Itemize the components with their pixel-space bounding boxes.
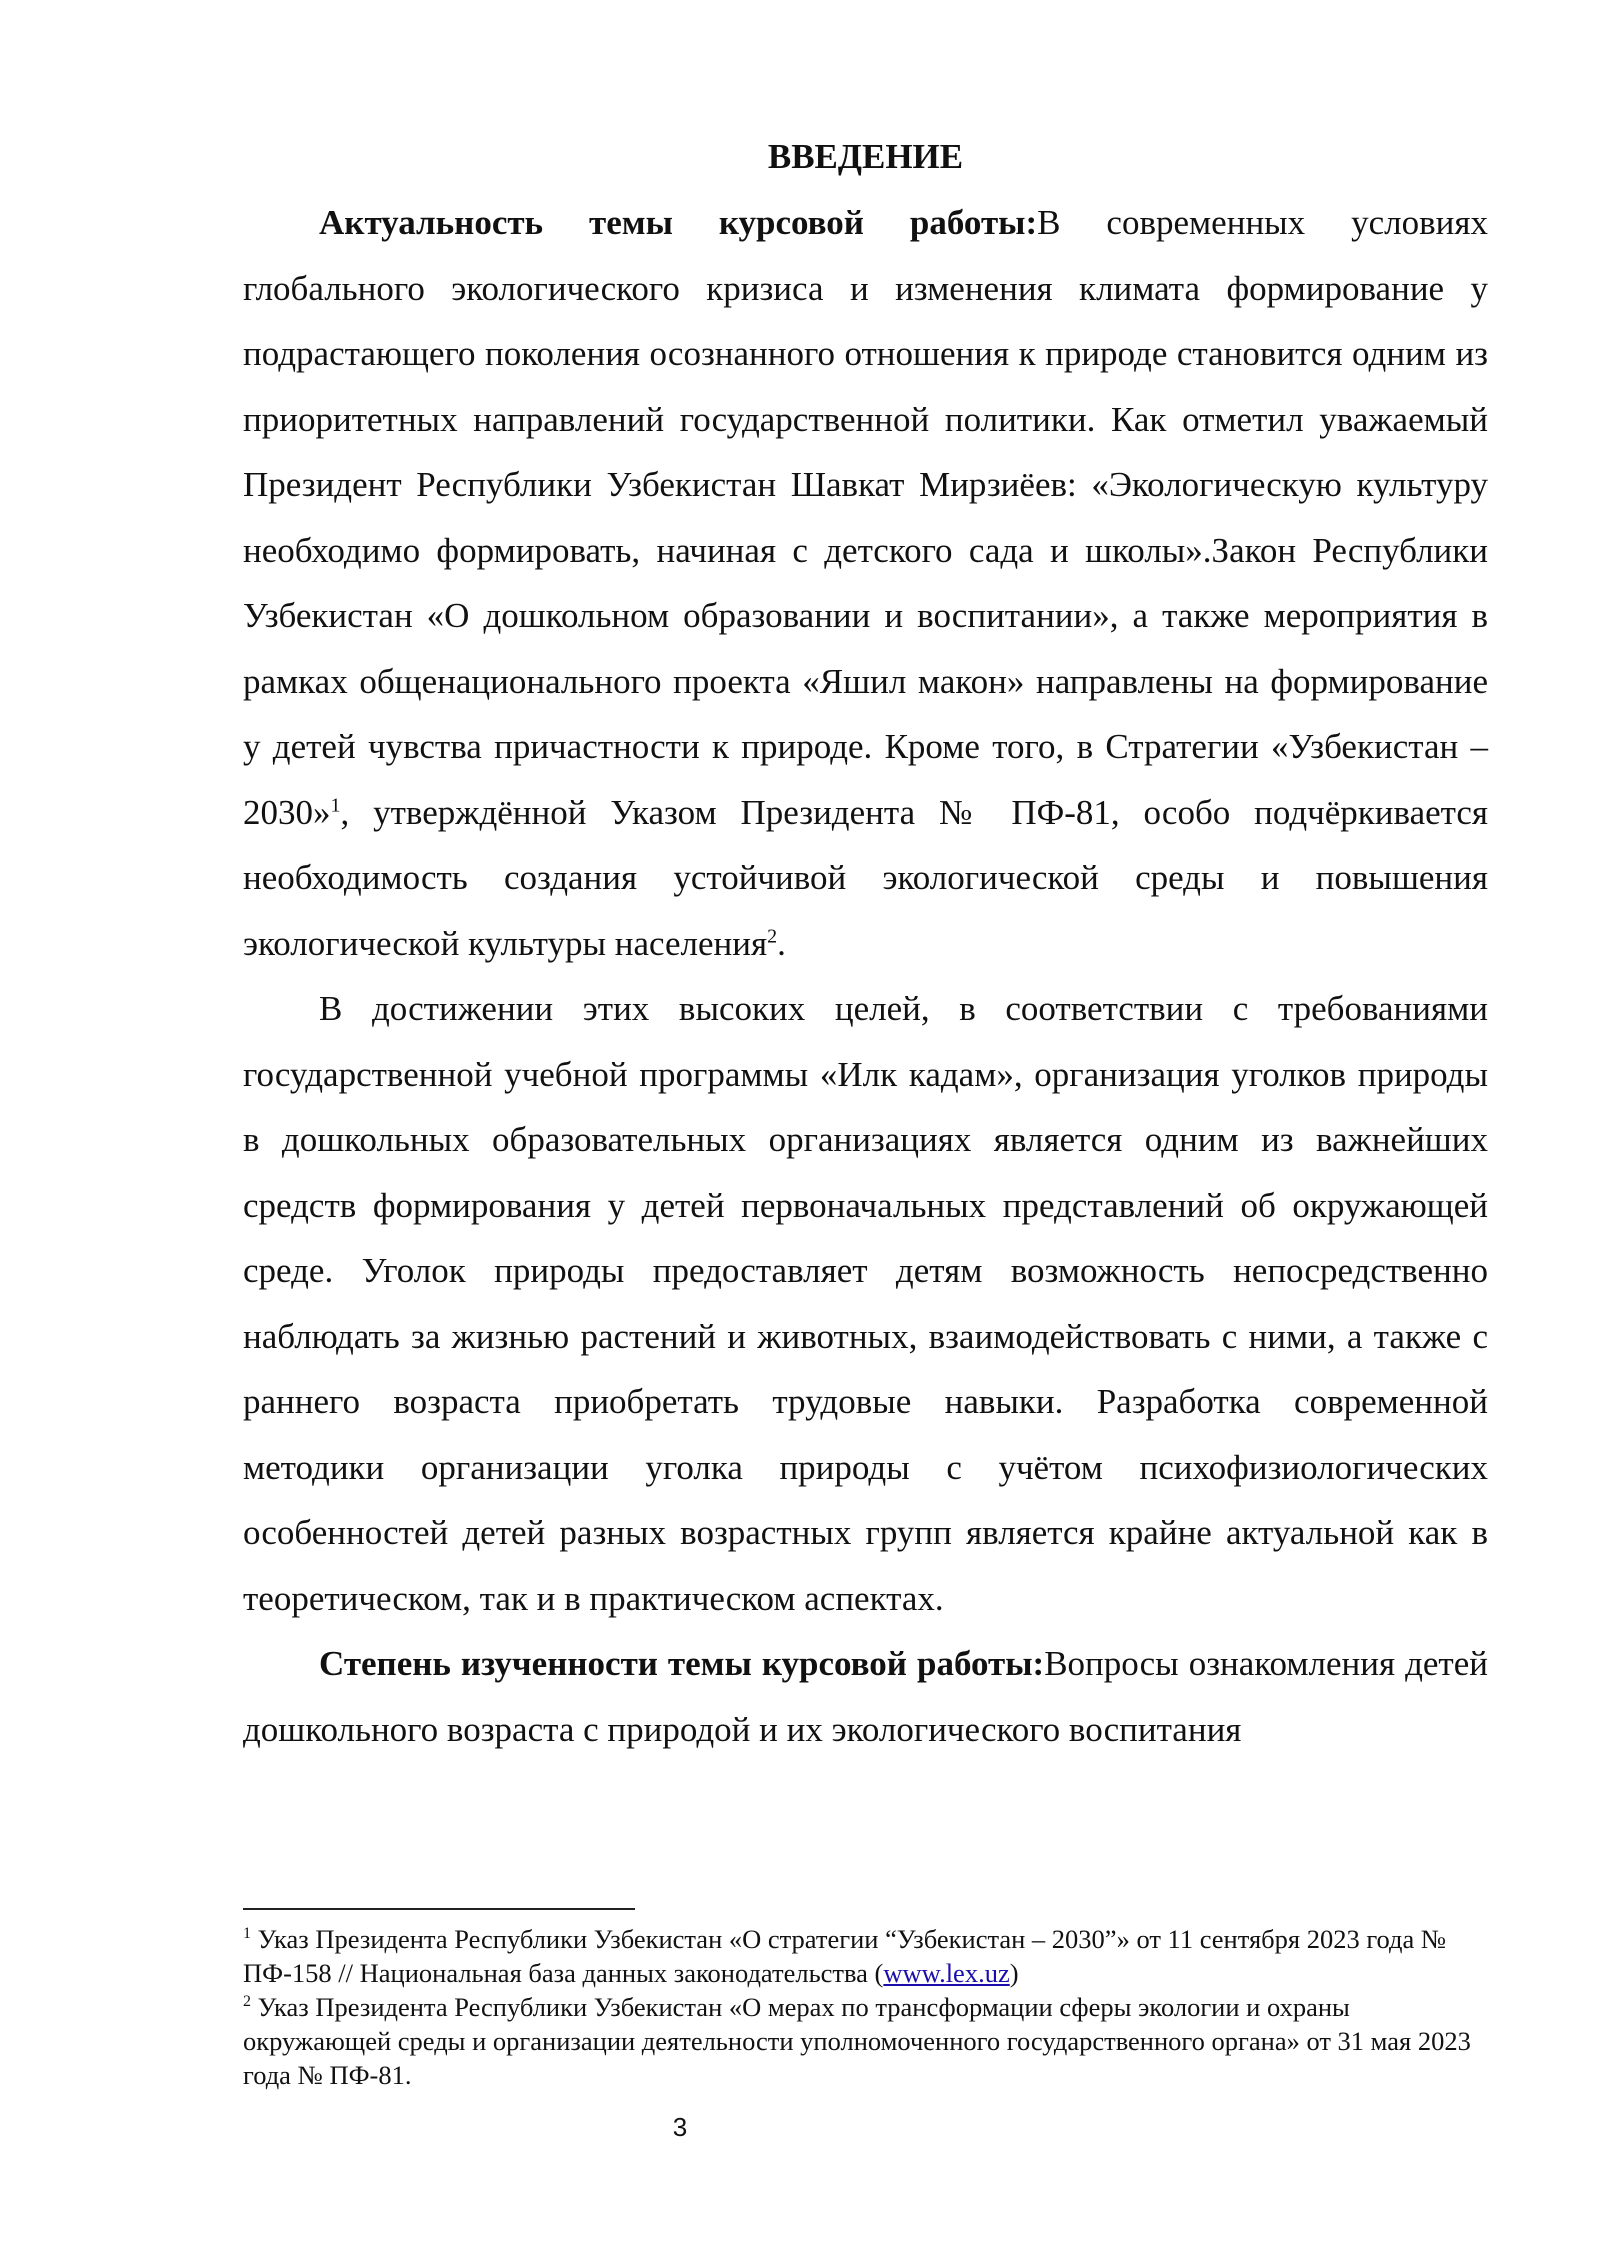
page-number: 3 bbox=[672, 2112, 688, 2142]
page-heading: ВВЕДЕНИЕ bbox=[767, 137, 964, 176]
paragraph-goals: В достижении этих высоких целей, в соответствии с требованиями государственной учебной программы «Илк кадам», организация уголков природы в дошкольных образовательных организациях является одним из важнейших средств формирования у детей первоначальных представлений об окружающей среде. Уголок природы предоставляет детям возможность непосредственно наблюдать за жизнью растений и животных, взаимодействовать с ними, а также с раннего возраста приобретать трудовые навыки. Разработка современной методики организации уголка природы с учётом психофизиологических особенностей детей разных возрастных групп является крайне актуальной как в теоретическом, так и в практическом аспектах. bbox=[243, 989, 1488, 1618]
paragraph-relevance bbox=[243, 190, 1488, 976]
relevance-text: В современных условиях глобального экологического кризиса и изменения климата формирование у подрастающего поколения осознанного отношения к природе становится одним из приоритетных направлений государственной политики. Как отметил уважаемый Президент Республики Узбекистан Шавкат Мирзиёев: «Экологическую культуру необходимо формировать, начиная с детского сада и школы».Закон Республики Узбекистан «О дошкольном образовании и воспитании», а также мероприятия в рамках общенационального проекта «Яшил макон» направлены на формирование у детей чувства причастности к природе. Кроме того, в Стратегии «Узбекистан – 2030» bbox=[243, 203, 1488, 832]
footnote-2-text: Указ Президента Республики Узбекистан «О мерах по трансформации сферы экологии и охраны окружающей среды и организации деятельности уполномоченного государственного органа» от 31 мая 2023 года № ПФ-81. bbox=[243, 1992, 1471, 2090]
footnote-1 bbox=[243, 1922, 1488, 1990]
footnote-2-marker: 2 bbox=[243, 1993, 251, 2011]
footnote-ref-1[interactable]: 1 bbox=[330, 793, 341, 816]
footnote-2 bbox=[243, 1990, 1488, 2092]
relevance-text-end: . bbox=[777, 923, 786, 963]
body-text bbox=[243, 190, 1488, 1762]
footnote-separator bbox=[243, 1908, 635, 1910]
footnotes bbox=[243, 1922, 1488, 2092]
relevance-text-continued: , утверждённой Указом Президента № ПФ-81, особо подчёркивается необходимость создания устойчивой экологической среды и повышения экологической культуры населения bbox=[243, 792, 1488, 963]
lex-uz-link[interactable]: www.lex.uz bbox=[883, 1958, 1010, 1988]
relevance-lead: Актуальность темы курсовой работы: bbox=[319, 203, 1038, 242]
footnote-1-tail: ) bbox=[1009, 1958, 1019, 1988]
footnote-1-text: Указ Президента Республики Узбекистан «О стратегии “Узбекистан – 2030”» от 11 сентября 2023 года № ПФ-158 // Национальная база данных законодательства ( bbox=[243, 1924, 1447, 1988]
footnote-1-marker: 1 bbox=[243, 1925, 251, 1943]
study-degree-lead: Степень изученности темы курсовой работы: bbox=[319, 1644, 1045, 1683]
paragraph-study-degree bbox=[243, 1631, 1488, 1762]
study-degree-text: Вопросы ознакомления детей дошкольного возраста с природой и их экологического воспитания bbox=[243, 1644, 1488, 1749]
footnote-ref-2[interactable]: 2 bbox=[767, 924, 778, 947]
